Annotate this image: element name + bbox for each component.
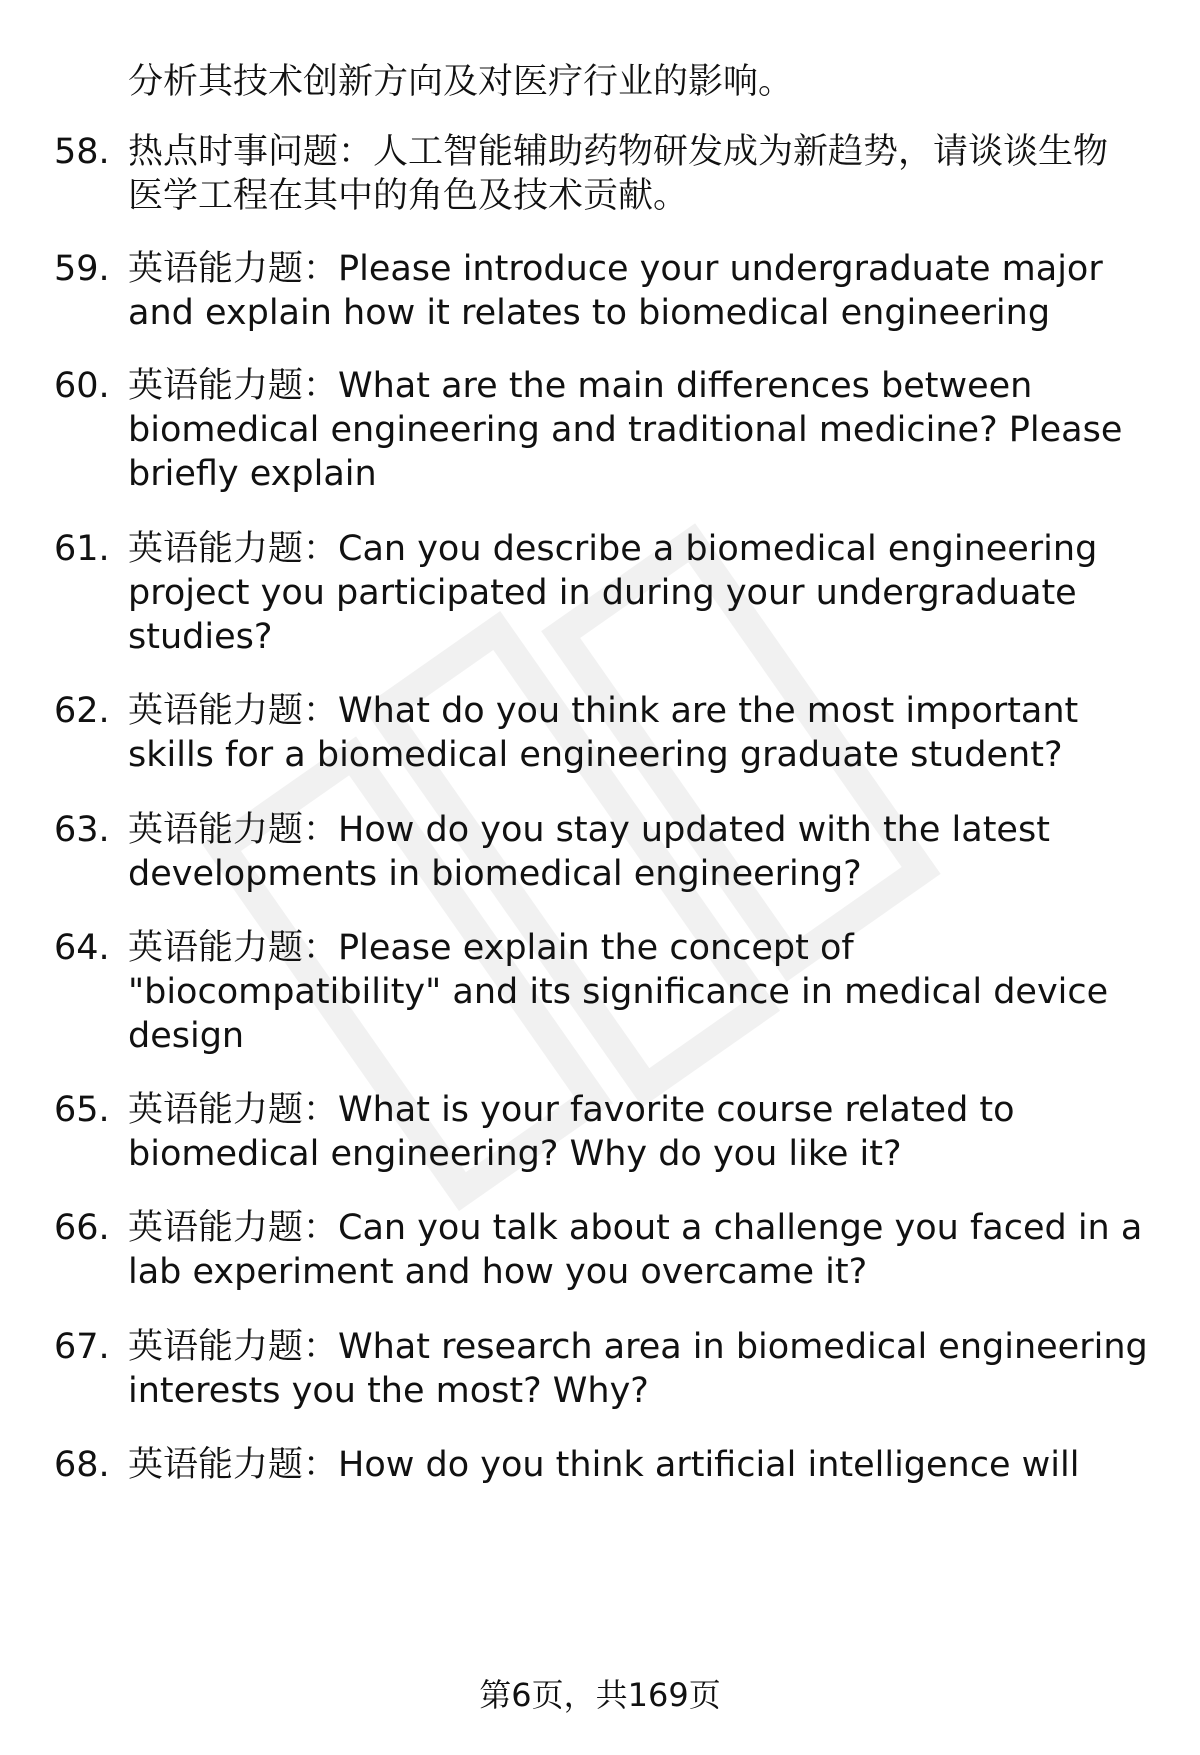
question-text-line: skills for a biomedical engineering graduate student?	[128, 735, 1063, 775]
question-text-line: interests you the most? Why?	[128, 1371, 649, 1411]
question-text-line: design	[128, 1016, 245, 1056]
question-text-line: 英语能力题：Please explain the concept of	[128, 928, 854, 968]
question-text-line: 英语能力题：Can you talk about a challenge you faced in a	[128, 1208, 1143, 1248]
question-number: 65.	[54, 1090, 110, 1130]
question-text-line: 医学工程在其中的角色及技术贡献。	[128, 176, 689, 216]
question-text-line: 英语能力题：Please introduce your undergraduate major	[128, 249, 1103, 289]
question-text-line: 英语能力题：What are the main differences between	[128, 366, 1033, 406]
question-text-line: 英语能力题：How do you think artificial intelligence will	[128, 1445, 1080, 1485]
question-text-line: project you participated in during your undergraduate	[128, 573, 1077, 613]
question-text-line: 热点时事问题：人工智能辅助药物研发成为新趋势，请谈谈生物	[128, 132, 1109, 172]
question-number: 61.	[54, 529, 110, 569]
page-number-footer: 第6页，共169页	[479, 1676, 721, 1714]
question-text-line: studies?	[128, 617, 273, 657]
question-number: 59.	[54, 249, 110, 289]
question-text-line: 英语能力题：What research area in biomedical engineering	[128, 1327, 1148, 1367]
question-number: 58.	[54, 132, 110, 172]
question-text-line: 英语能力题：What do you think are the most important	[128, 691, 1079, 731]
question-text-line: developments in biomedical engineering?	[128, 854, 862, 894]
question-number: 60.	[54, 366, 110, 406]
question-text-line: 英语能力题：How do you stay updated with the latest	[128, 810, 1050, 850]
question-number: 64.	[54, 928, 110, 968]
question-number: 63.	[54, 810, 110, 850]
question-number: 66.	[54, 1208, 110, 1248]
watermark-graphic	[200, 500, 1000, 1300]
question-text-line: lab experiment and how you overcame it?	[128, 1252, 868, 1292]
question-number: 67.	[54, 1327, 110, 1367]
question-text-line: 英语能力题：What is your favorite course related to	[128, 1090, 1015, 1130]
question-number: 62.	[54, 691, 110, 731]
question-text-line: "biocompatibility" and its significance in medical device	[128, 972, 1109, 1012]
question-text-line: biomedical engineering and traditional medicine? Please	[128, 410, 1123, 450]
question-text-line: and explain how it relates to biomedical engineering	[128, 293, 1051, 333]
question-text-line: 分析其技术创新方向及对医疗行业的影响。	[128, 62, 794, 102]
question-text-line: 英语能力题：Can you describe a biomedical engineering	[128, 529, 1098, 569]
question-text-line: biomedical engineering? Why do you like it?	[128, 1134, 902, 1174]
question-number: 68.	[54, 1445, 110, 1485]
question-text-line: briefly explain	[128, 454, 377, 494]
